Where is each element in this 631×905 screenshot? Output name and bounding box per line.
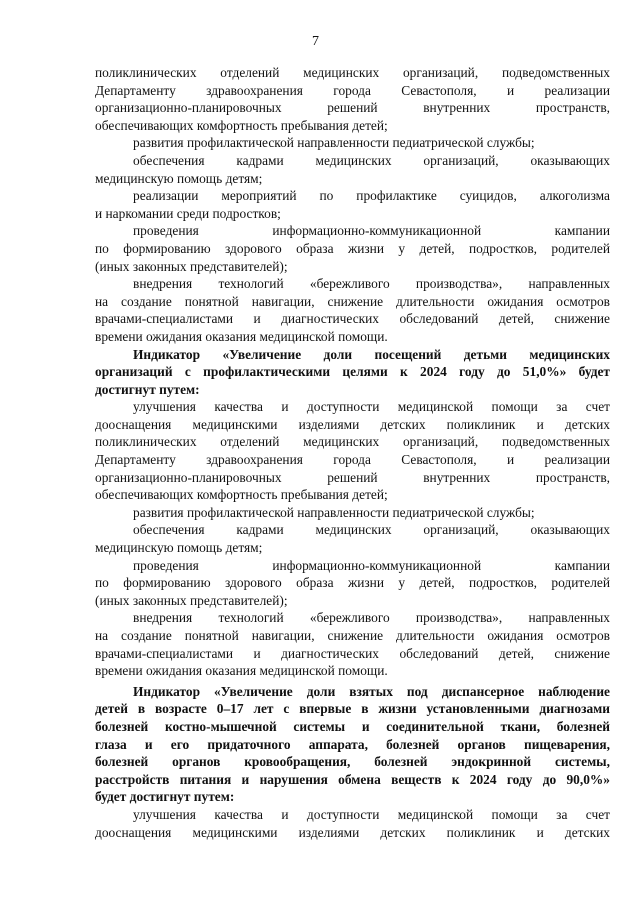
indicator-heading-line: детей в возрасте 0–17 лет с впервые в жизни установленными диагнозами [95,701,610,717]
text-line: реализации мероприятий по профилактике суицидов, алкоголизма [133,188,610,204]
text-line: обеспечивающих комфортность пребывания детей; [95,487,388,503]
page-number: 7 [312,34,319,49]
text-line: внедрения технологий «бережливого производства», направленных [133,610,610,626]
text-line: поликлинических отделений медицинских организаций, подведомственных [95,434,610,450]
text-line: дооснащения медицинскими изделиями детских поликлиник и детских [95,416,610,432]
text-line: обеспечивающих комфортность пребывания детей; [95,117,388,133]
text-line: улучшения качества и доступности медицинской помощи за счет [133,806,610,822]
text-line: по формированию здорового образа жизни у детей, подростков, родителей [95,575,610,591]
text-line: медицинскую помощь детям; [95,170,263,186]
text-line: и наркомании среди подростков; [95,205,281,221]
text-line: (иных законных представителей); [95,258,288,274]
text-line: по формированию здорового образа жизни у детей, подростков, родителей [95,240,610,256]
indicator-heading-line: достигнут путем: [95,381,200,397]
text-line: обеспечения кадрами медицинских организаций, оказывающих [133,152,610,168]
indicator-heading-line: болезней костно-мышечной системы и соединительной ткани, болезней [95,718,610,734]
text-line: дооснащения медицинскими изделиями детских поликлиник и детских [95,824,610,840]
text-line: (иных законных представителей); [95,592,288,608]
indicator-heading-line: будет достигнут путем: [95,789,235,805]
indicator-heading-line: расстройств питания и нарушения обмена веществ к 2024 году до 90,0%» [95,771,610,787]
text-line: на создание понятной навигации, снижение длительности ожидания осмотров [95,628,610,643]
text-line: Департаменту здравоохранения города Севастополя, и реализации [95,452,610,468]
indicator-heading-line: глаза и его придаточного аппарата, болезней органов пищеварения, [95,736,610,752]
text-line: поликлинических отделений медицинских организаций, подведомственных [95,65,610,80]
text-line: Департаменту здравоохранения города Севастополя, и реализации [95,82,610,98]
text-line: развития профилактической направленности педиатрической службы; [133,135,535,151]
text-line: врачами-специалистами и диагностических обследований детей, снижение [95,645,610,661]
text-line: внедрения технологий «бережливого производства», направленных [133,276,610,292]
document-body [95,64,610,841]
text-line: организационно-планировочных решений внутренних пространств, [95,100,610,116]
text-line: развития профилактической направленности педиатрической службы; [133,504,535,520]
indicator-heading-line: организаций с профилактическими целями к 2024 году до 51,0%» будет [95,364,610,380]
text-line: проведения информационно-коммуникационной кампании [133,223,610,239]
text-line: улучшения качества и доступности медицинской помощи за счет [133,399,610,415]
text-line: времени ожидания оказания медицинской помощи. [95,663,388,679]
indicator-heading-line: Индикатор «Увеличение доли взятых под диспансерное наблюдение [133,683,610,699]
text-line: обеспечения кадрами медицинских организаций, оказывающих [133,522,610,538]
indicator-heading-line: Индикатор «Увеличение доли посещений детьми медицинских [133,346,610,362]
indicator-heading-line: болезней органов кровообращения, болезней эндокринной системы, [95,754,610,770]
text-line: времени ожидания оказания медицинской помощи. [95,328,388,344]
text-line: на создание понятной навигации, снижение длительности ожидания осмотров [95,293,610,309]
text-line: проведения информационно-коммуникационной кампании [133,557,610,573]
text-line: врачами-специалистами и диагностических обследований детей, снижение [95,311,610,327]
text-line: организационно-планировочных решений внутренних пространств, [95,469,610,485]
text-line: медицинскую помощь детям; [95,540,263,556]
